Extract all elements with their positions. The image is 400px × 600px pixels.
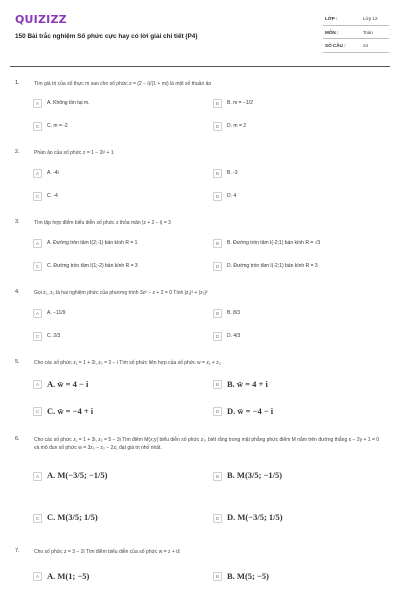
option-b[interactable]	[213, 168, 383, 180]
option-text: D. w̄ = −4 − i	[227, 406, 274, 416]
question-text: Tìm tập hợp điểm biểu diễn số phức z thỏa mãn |z + 2 − i| = 3	[34, 220, 171, 226]
option-c[interactable]	[33, 121, 203, 133]
option-text: C. Đường tròn tâm I(1;-2) bán kính R = 3	[47, 263, 138, 269]
option-letter: B	[213, 309, 222, 318]
option-text: D. m = 2	[227, 123, 247, 129]
option-a[interactable]	[33, 571, 203, 583]
header-divider	[10, 66, 390, 67]
question-number: 5.	[15, 359, 20, 365]
question-number: 7.	[15, 548, 20, 554]
option-d[interactable]	[213, 331, 383, 343]
option-letter: A	[33, 472, 42, 481]
option-c[interactable]	[33, 406, 203, 418]
question-text: Cho các số phức z₁ = 1 + 2i, z₂ = 3 − i Tìm số phức liên hợp của số phức w = z₁ + z₂	[34, 360, 221, 366]
option-a[interactable]	[33, 98, 203, 110]
option-letter: B	[213, 380, 222, 389]
option-text: B. m = −1/2	[227, 100, 253, 106]
option-d[interactable]	[213, 191, 383, 203]
option-a[interactable]	[33, 308, 203, 320]
option-d[interactable]	[213, 506, 383, 531]
option-text: C. -4	[47, 193, 58, 199]
option-a[interactable]	[33, 464, 203, 489]
option-a[interactable]	[33, 168, 203, 180]
page-header	[0, 0, 400, 62]
option-b[interactable]	[213, 379, 383, 391]
option-text: D. Đường tròn tâm I(-2;1) bán kính R = 3	[227, 263, 318, 269]
option-letter: A	[33, 572, 42, 581]
option-b[interactable]	[213, 571, 383, 583]
option-text: A. M(1; −5)	[47, 571, 90, 581]
option-text: D. 4	[227, 193, 237, 199]
question-number: 6.	[15, 436, 20, 442]
meta-row-subject	[323, 26, 389, 40]
option-text: B. M(5; −5)	[227, 571, 269, 581]
question-number: 2.	[15, 149, 20, 155]
question-text: Tìm giá trị của số thực m sao cho số phức z = (2 − i)/(1 + mi) là một số thuần ảo	[34, 81, 212, 87]
option-letter: C	[33, 407, 42, 416]
question-text: Phần ảo của số phức z = 1 − 2i² + 1	[34, 150, 114, 156]
option-text: B. M(3/5; −1/5)	[227, 470, 283, 480]
option-text: A. Không tồn tại m.	[47, 100, 90, 106]
meta-value: Toán	[363, 29, 373, 35]
option-a[interactable]	[33, 379, 203, 391]
option-text: C. w̄ = −4 + i	[47, 406, 94, 416]
quizizz-logo: QUIZIZZ	[15, 13, 67, 26]
option-letter: D	[213, 192, 222, 201]
option-c[interactable]	[33, 261, 203, 273]
option-letter: C	[33, 122, 42, 131]
option-letter: D	[213, 332, 222, 341]
option-letter: D	[213, 407, 222, 416]
option-text: B. w̄ = 4 + i	[227, 379, 268, 389]
option-text: D. M(−3/5; 1/5)	[227, 512, 283, 522]
option-a[interactable]	[33, 238, 203, 250]
option-letter: C	[33, 332, 42, 341]
option-letter: C	[33, 514, 42, 523]
option-text: C. m = -2	[47, 123, 68, 129]
option-text: C. M(3/5; 1/5)	[47, 512, 98, 522]
option-letter: D	[213, 262, 222, 271]
question-text: Gọi z₁, z₂ là hai nghiệm phức của phương trình 3z² − z + 2 = 0 Tính |z₁|² + |z₂|²	[34, 290, 208, 296]
meta-value: 24	[363, 43, 369, 48]
option-text: A. M(−3/5; −1/5)	[47, 470, 108, 480]
option-text: A. Đường tròn tâm I(2;-1) bán kính R = 1	[47, 240, 138, 246]
meta-value: Lớp 12	[363, 16, 378, 21]
option-c[interactable]	[33, 191, 203, 203]
option-text: A. -4i	[47, 170, 59, 176]
option-c[interactable]	[33, 331, 203, 343]
option-b[interactable]	[213, 464, 383, 489]
option-letter: A	[33, 380, 42, 389]
question-number: 1.	[15, 80, 20, 86]
option-letter: B	[213, 572, 222, 581]
question-number: 4.	[15, 289, 20, 295]
meta-table	[323, 12, 389, 53]
option-letter: B	[213, 472, 222, 481]
option-text: D. 4/3	[227, 333, 241, 339]
option-c[interactable]	[33, 506, 203, 531]
option-letter: A	[33, 99, 42, 108]
option-letter: C	[33, 192, 42, 201]
option-d[interactable]	[213, 121, 383, 133]
option-letter: D	[213, 122, 222, 131]
option-letter: A	[33, 309, 42, 318]
option-text: B. -3	[227, 170, 238, 176]
option-d[interactable]	[213, 261, 383, 273]
option-letter: C	[33, 262, 42, 271]
option-text: B. Đường tròn tâm I(-2;1) bán kính R = √3	[227, 240, 321, 246]
option-letter: A	[33, 169, 42, 178]
option-letter: B	[213, 239, 222, 248]
option-letter: B	[213, 99, 222, 108]
option-letter: B	[213, 169, 222, 178]
meta-row-class	[323, 12, 389, 26]
option-b[interactable]	[213, 308, 383, 320]
option-letter: D	[213, 514, 222, 523]
option-text: A. −11/9	[47, 310, 66, 316]
question-text: Cho các số phức z₁ = 1 + 3i, z₂ = 5 − 3i Tìm điểm M(x;y) biểu diễn số phức z₃, biết rằng trong mặt phẳng phức điểm M nằm trên đường thẳng x − 2y + 1 = 0 và mô đun số phức w = 3z₃ − z₂ − 2z₁ đạt giá trị nhỏ nhất.	[34, 437, 380, 451]
meta-row-count	[323, 39, 389, 53]
option-b[interactable]	[213, 238, 383, 250]
page-title: 150 Bài trắc nghiệm Số phức cực hay có lời giải chi tiết (P4)	[15, 33, 198, 40]
meta-key: LỚP :	[325, 16, 338, 21]
meta-key: MÔN :	[325, 29, 339, 35]
meta-key: SỐ CÂU :	[325, 43, 346, 48]
option-b[interactable]	[213, 98, 383, 110]
option-text: C. 2/3	[47, 333, 61, 339]
question-text: Cho số phức z = 3 − 2i Tìm điểm biểu diễn của số phức w = z + iz̄	[34, 549, 180, 555]
option-letter: A	[33, 239, 42, 248]
option-text: B. 8/3	[227, 310, 241, 316]
option-d[interactable]	[213, 406, 383, 418]
question-number: 3.	[15, 219, 20, 225]
option-text: A. w̄ = 4 − i	[47, 379, 89, 389]
